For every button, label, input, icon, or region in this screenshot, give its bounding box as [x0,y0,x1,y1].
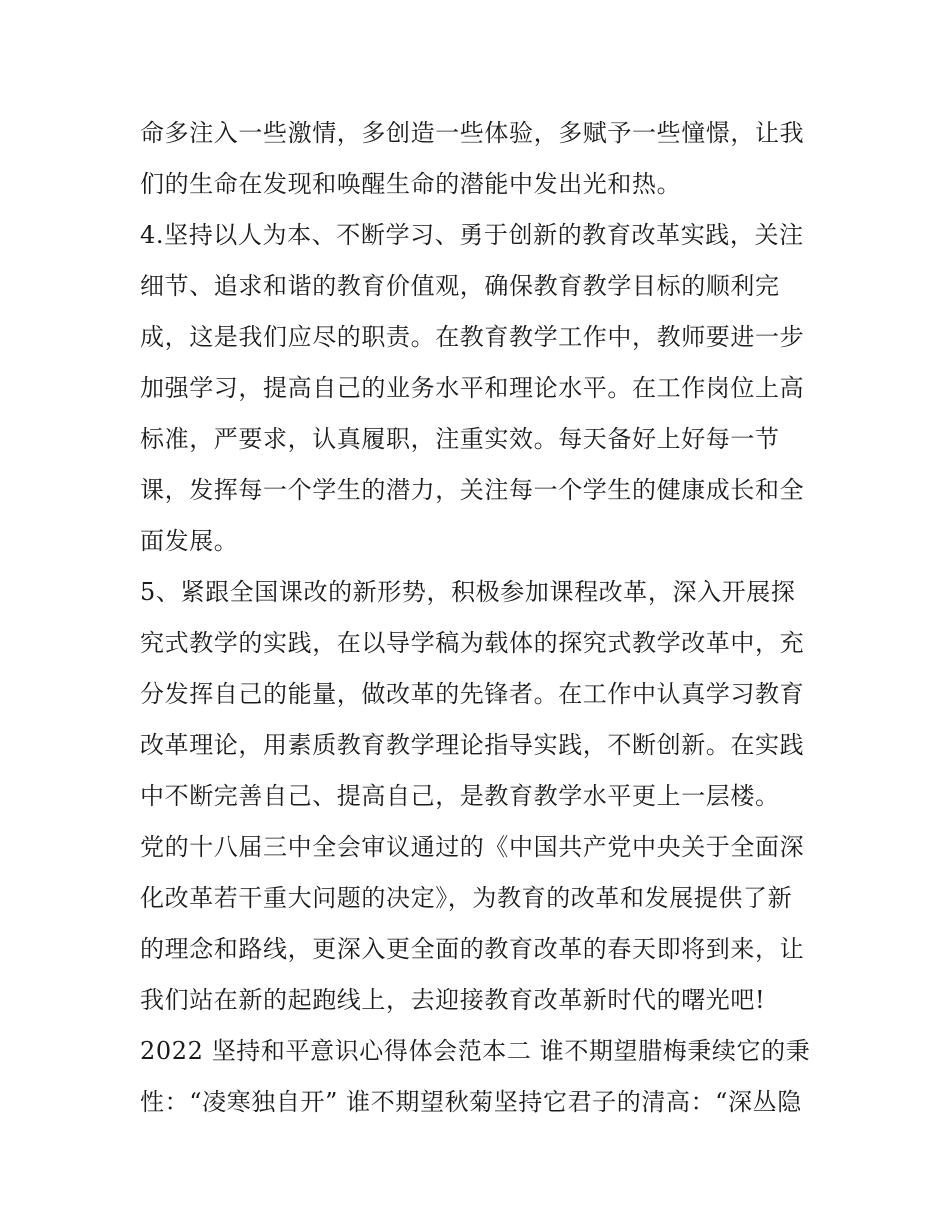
text-line: 性：“凌寒独自开” 谁不期望秋菊坚持它君子的清高：“深丛隐 [140,1088,802,1116]
body-text [140,108,820,1128]
text-line: 们的生命在发现和唤醒生命的潜能中发出光和热。 [140,170,682,198]
text-line: 课，发挥每一个学生的潜力，关注每一个学生的健康成长和全 [140,476,805,504]
text-line: 2022 坚持和平意识心得体会范本二 谁不期望腊梅秉续它的秉 [140,1037,811,1065]
text-line: 党的十八届三中全会审议通过的《中国共产党中央关于全面深 [140,833,805,861]
text-line: 究式教学的实践，在以导学稿为载体的探究式教学改革中，充 [140,629,805,657]
text-line: 加强学习，提高自己的业务水平和理论水平。在工作岗位上高 [140,374,805,402]
text-line: 成，这是我们应尽的职责。在教育教学工作中，教师要进一步 [140,323,805,351]
text-line: 的理念和路线，更深入更全面的教育改革的春天即将到来，让 [140,935,805,963]
text-line: 4.坚持以人为本、不断学习、勇于创新的教育改革实践，关注 [140,221,804,249]
text-line: 分发挥自己的能量，做改革的先锋者。在工作中认真学习教育 [140,680,805,708]
text-line: 面发展。 [140,527,239,555]
text-line: 命多注入一些激情，多创造一些体验，多赋予一些憧憬，让我 [140,119,805,147]
text-line: 化改革若干重大问题的决定》，为教育的改革和发展提供了新 [140,884,793,912]
text-line: 5、紧跟全国课改的新形势，积极参加课程改革，深入开展探 [140,578,796,606]
text-line: 中不断完善自己、提高自己，是教育教学水平更上一层楼。 [140,782,780,810]
text-line: 细节、追求和谐的教育价值观，确保教育教学目标的顺利完 [140,272,780,300]
text-line: 标准，严要求，认真履职，注重实效。每天备好上好每一节 [140,425,780,453]
text-line: 我们站在新的起跑线上，去迎接教育改革新时代的曙光吧! [140,986,766,1014]
text-line: 改革理论，用素质教育教学理论指导实践，不断创新。在实践 [140,731,805,759]
